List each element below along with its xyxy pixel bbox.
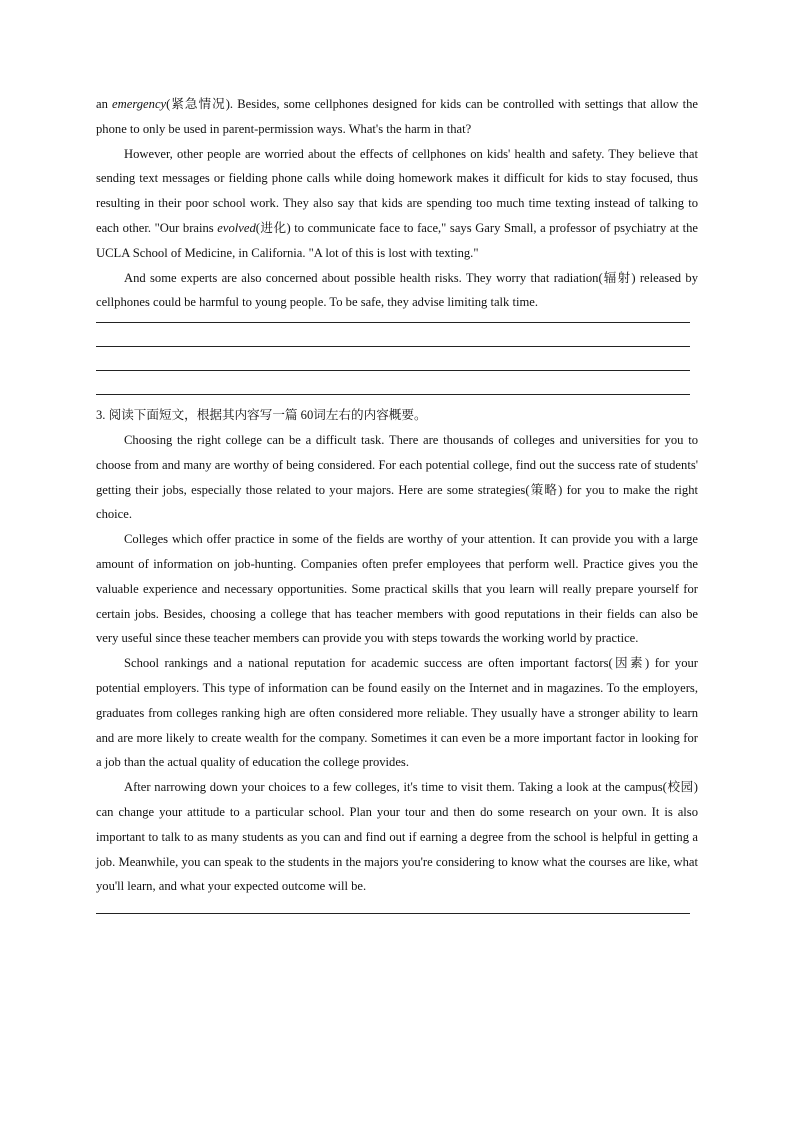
answer-line[interactable] bbox=[96, 370, 690, 371]
question3-paragraph-4: After narrowing down your choices to a few colleges, it's time to visit them. Taking a look at the campus(校园) can change your attitude to a particular school. Plan your tour and then do some research on your own. It is also important to talk to as many students as you can and find out if earning a degree from the school is helpful in getting a job. Meanwhile, you can speak to the students in the majors you're considering to know what the courses are like, what you'll learn, and what your expected outcome will be. bbox=[96, 780, 698, 894]
answer-line[interactable] bbox=[96, 394, 690, 395]
passage2-paragraph-3: And some experts are also concerned about possible health risks. They worry that radiation(辐射) released by cellphones could be harmful to young people. To be safe, they advise limiting talk time. bbox=[96, 270, 698, 310]
answer-line[interactable] bbox=[96, 913, 690, 914]
answer-lines bbox=[96, 322, 698, 395]
text-segment: (紧急情况). Besides, some cellphones designed for kids can be controlled with settings that allow the phone to only be used in parent-permission ways. What's the harm in that? bbox=[96, 97, 698, 136]
answer-line[interactable] bbox=[96, 322, 690, 323]
text-segment: However, other people are worried about the effects of cellphones on kids' health and safety. They believe that sending text messages or fielding phone calls while doing homework makes it difficult for kids to stay focused, thus resulting in their poor school work. They also say that kids are spending too much time texting instead of talking to each other. "Our brains bbox=[96, 146, 698, 235]
italic-term: evolved bbox=[217, 220, 256, 235]
question-3-prompt: 3. 阅读下面短文，根据其内容写一篇 60词左右的内容概要。 bbox=[96, 408, 427, 423]
worksheet-page bbox=[96, 92, 698, 914]
passage2-paragraph-continued bbox=[96, 92, 698, 142]
question3-paragraph-3: School rankings and a national reputation for academic success are often important factors(因素) for your potential employers. This type of information can be found easily on the Internet and in magazines. To the employers, graduates from colleges ranking high are often considered more reliable. They usually have a stronger ability to learn and are more likely to create wealth for the company. Sometimes it can even be a more important factor in looking for a job than the actual quality of education the college provides. bbox=[96, 656, 698, 770]
question3-paragraph-1: Choosing the right college can be a difficult task. There are thousands of colleges and universities for you to choose from and many are worthy of being considered. For each potential college, find out the success rate of students' getting their jobs, especially those related to your majors. Here are some strategies(策略) for you to make the right choice. bbox=[96, 432, 698, 522]
passage2-paragraph-2 bbox=[96, 142, 698, 266]
answer-line[interactable] bbox=[96, 346, 690, 347]
italic-term: emergency bbox=[112, 97, 167, 111]
text-segment: an bbox=[96, 97, 113, 111]
text-segment: (进化) to communicate face to face," says Gary Small, a professor of psychiatry at the UCLA School of Medicine, in California. "A lot of this is lost with texting." bbox=[96, 220, 698, 260]
question3-paragraph-2: Colleges which offer practice in some of the fields are worthy of your attention. It can provide you with a large amount of information on job-hunting. Companies often prefer employees that perform well. Practice gives you the valuable experience and necessary opportunities. Some practical skills that you learn will really prepare yourself for certain jobs. Besides, choosing a college that has teacher members with good reputations in their fields can also be very useful since these teacher members can provide you with steps towards the working world by practice. bbox=[96, 532, 698, 646]
